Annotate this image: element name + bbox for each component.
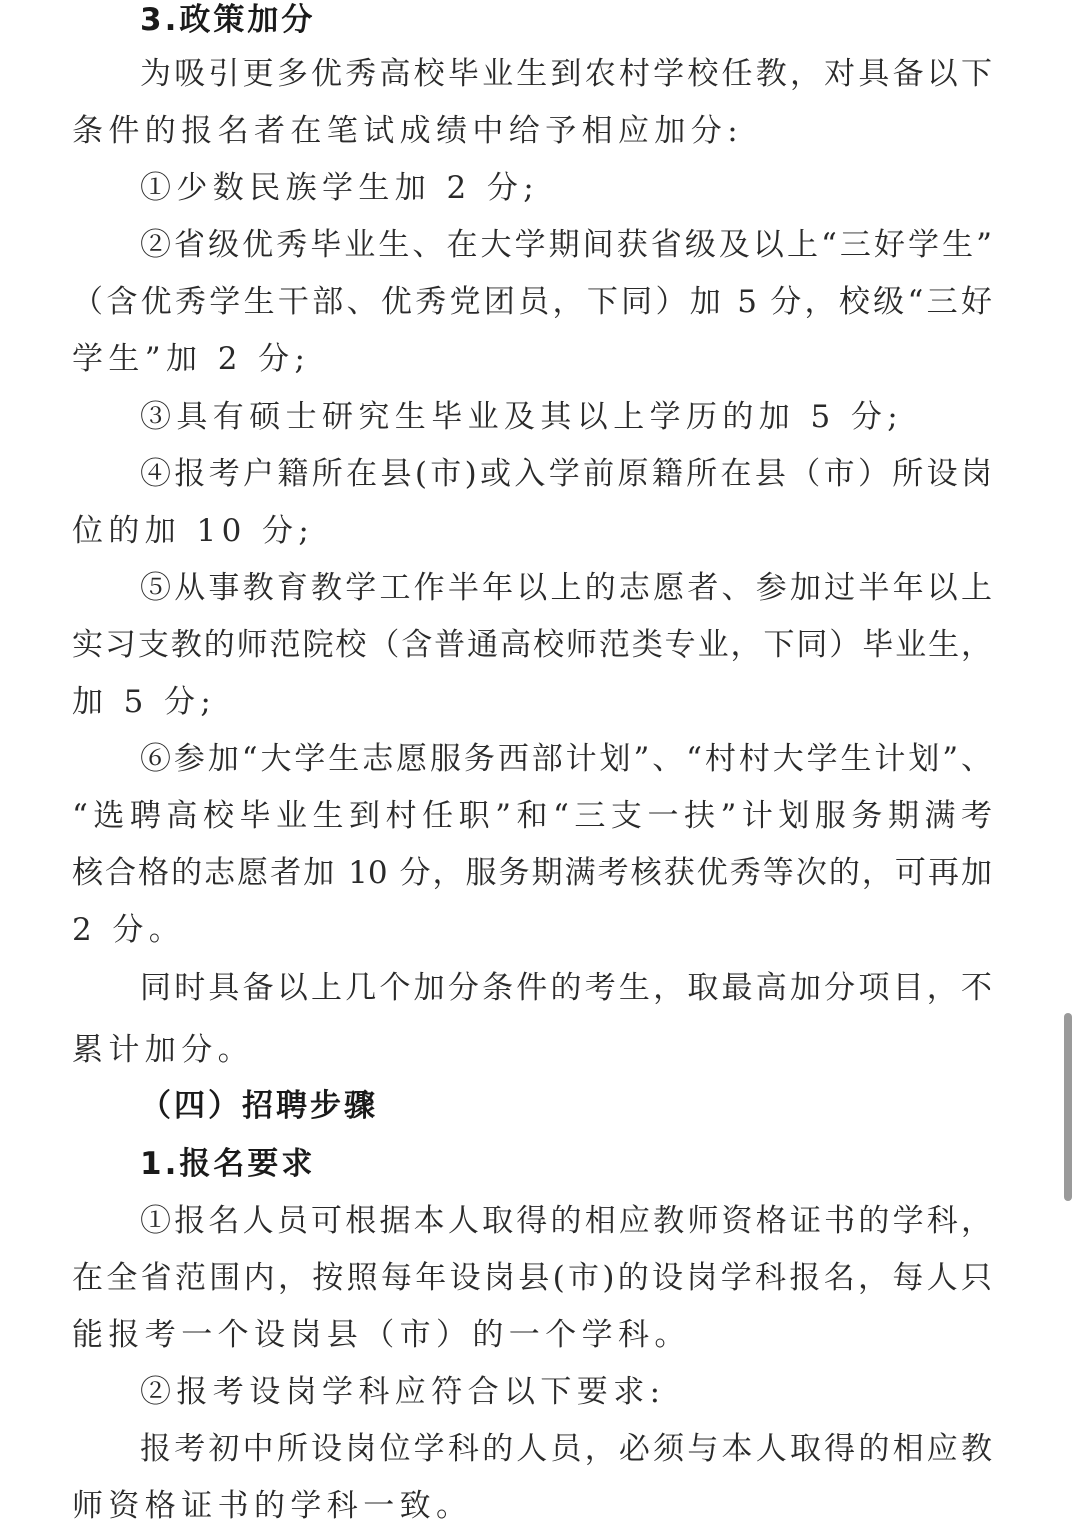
- list-item-line: ③具有硕士研究生毕业及其以上学历的加 5 分;: [140, 399, 904, 435]
- section-heading-recruitment-steps: （四）招聘步骤: [140, 1088, 378, 1124]
- list-item-line: ①报名人员可根据本人取得的相应教师资格证书的学科，: [140, 1203, 992, 1239]
- vertical-scrollbar[interactable]: [1064, 1013, 1072, 1201]
- paragraph-line: 核合格的志愿者加 10 分，服务期满考核获优秀等次的，可再加: [72, 855, 992, 891]
- paragraph-line: 学生”加 2 分;: [72, 341, 311, 377]
- paragraph-line: 师资格证书的学科一致。: [72, 1488, 473, 1524]
- paragraph-line: 为吸引更多优秀高校毕业生到农村学校任教，对具备以下: [140, 56, 992, 92]
- list-item-line: ⑥参加“大学生志愿服务西部计划”、“村村大学生计划”、: [140, 741, 992, 777]
- list-item-line: ①少数民族学生加 2 分;: [140, 170, 540, 206]
- paragraph-line: 2 分。: [72, 912, 186, 948]
- paragraph-line: 条件的报名者在笔试成绩中给予相应加分:: [72, 113, 744, 149]
- list-item-line: ⑤从事教育教学工作半年以上的志愿者、参加过半年以上: [140, 570, 992, 606]
- section-heading-policy-bonus: 3.政策加分: [140, 2, 316, 38]
- paragraph-line: “选聘高校毕业生到村任职”和“三支一扶”计划服务期满考: [72, 798, 992, 834]
- paragraph-line: 能报考一个设岗县（市）的一个学科。: [72, 1317, 691, 1353]
- paragraph-line: （含优秀学生干部、优秀党团员，下同）加 5 分，校级“三好: [72, 284, 992, 320]
- paragraph-line: 在全省范围内，按照每年设岗县(市)的设岗学科报名，每人只: [72, 1260, 992, 1296]
- list-item-line: ②报考设岗学科应符合以下要求:: [140, 1374, 666, 1410]
- paragraph-line: 累计加分。: [72, 1032, 254, 1068]
- list-item-line: ④报考户籍所在县(市)或入学前原籍所在县（市）所设岗: [140, 456, 992, 492]
- paragraph-line: 报考初中所设岗位学科的人员，必须与本人取得的相应教: [140, 1431, 992, 1467]
- paragraph-line: 同时具备以上几个加分条件的考生，取最高加分项目，不: [140, 970, 992, 1006]
- paragraph-line: 实习支教的师范院校（含普通高校师范类专业，下同）毕业生，: [72, 627, 992, 663]
- paragraph-line: 位的加 10 分;: [72, 513, 315, 549]
- paragraph-line: 加 5 分;: [72, 684, 217, 720]
- list-item-line: ②省级优秀毕业生、在大学期间获省级及以上“三好学生”: [140, 227, 992, 263]
- section-heading-registration: 1.报名要求: [140, 1146, 316, 1182]
